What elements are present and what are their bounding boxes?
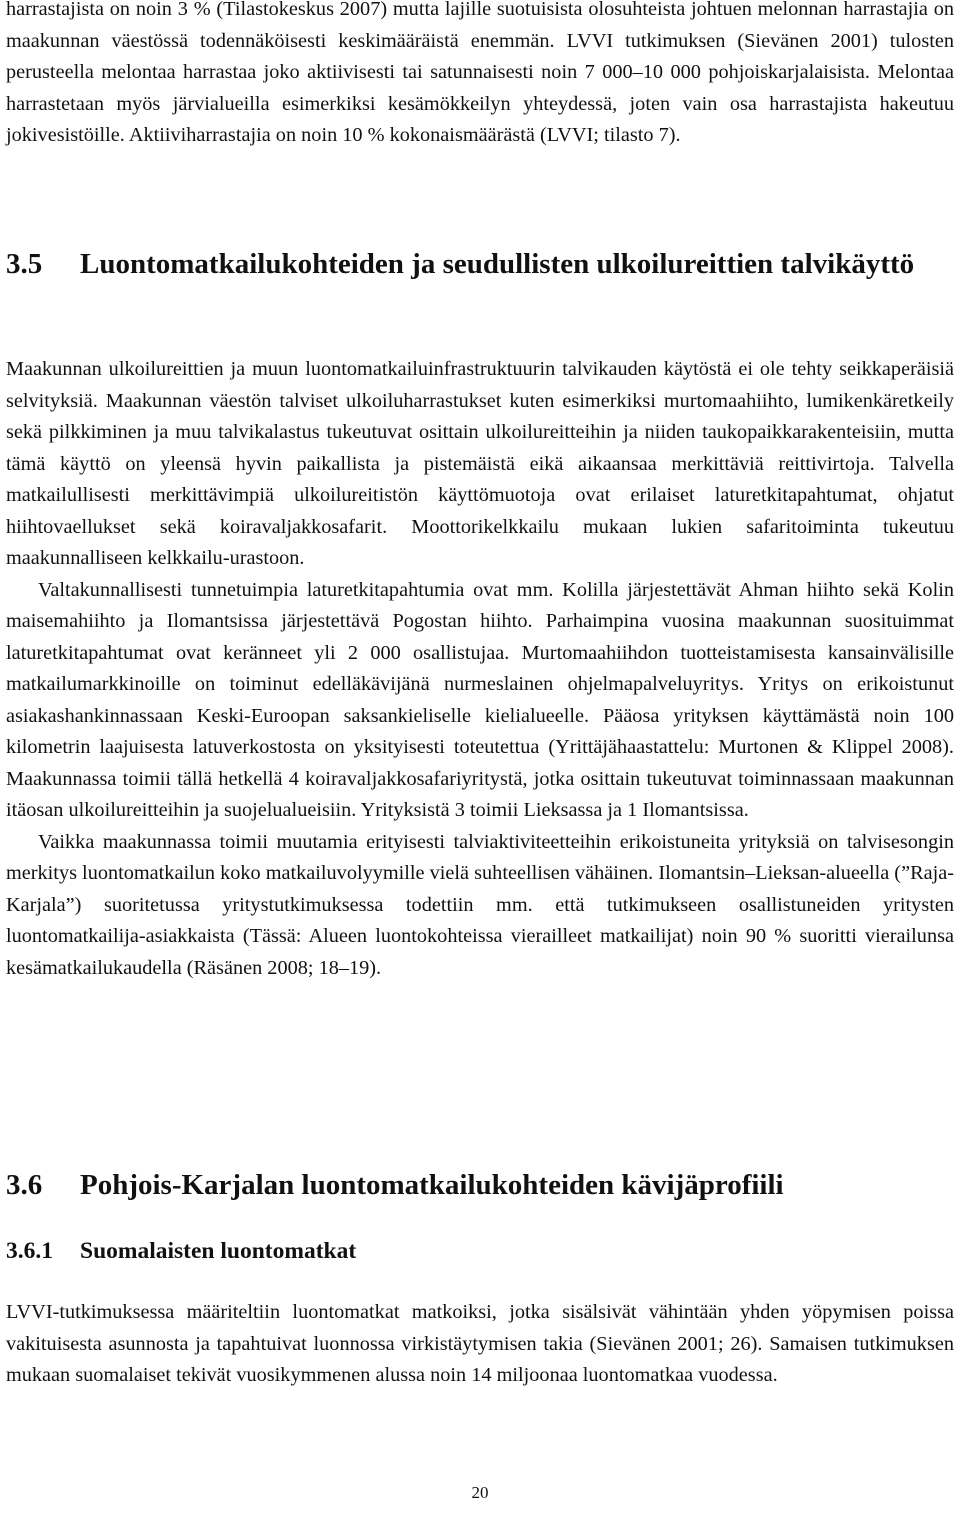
section-number: 3.5: [6, 248, 43, 280]
section-title: Pohjois-Karjalan luontomatkailukohteiden kävijäprofiili: [80, 1169, 784, 1201]
page-number: 20: [471, 1483, 489, 1502]
body-paragraph: Valtakunnallisesti tunnetuimpia laturetkitapahtumia ovat mm. Kolilla järjestettävät Ahman hiihto sekä Kolin maisemahiihto ja Ilomantsissa järjestettävä Pogostan hiihto. Parhaimpina vuosina maakunnan suosituimmat laturetkitapahtumat ovat keränneet yli 2 000 osallistujaa. Murtomaahiihdon tuotteistamisesta kansainvälisille matkailumarkkinoille on toiminut edelläkävijänä nurmeslainen ohjelmapalveluyritys. Yritys on erikoistunut asiakashankinnassaan Keski-Euroopan saksankieliselle kielialueelle. Pääosa yrityksen käyttämästä noin 100 kilometrin laajuisesta latuverkostosta on yksityisesti toteutettua (Yrittäjähaastattelu: Murtonen & Klippel 2008). Maakunnassa toimii tällä hetkellä 4 koiravaljakkosafariyritystä, jotka osittain tukeutuvat toiminnassaan maakunnan itäosan ulkoilureitteihin ja suojelualueisiin. Yrityksistä 3 toimii Lieksassa ja 1 Ilomantsissa.: [6, 578, 954, 821]
body-paragraph: Maakunnan ulkoilureittien ja muun luontomatkailuinfrastruktuurin talvikauden käytöstä ei ole tehty seikkaperäisiä selvityksiä. Maakunnan väestön talviset ulkoiluharrastukset kuten esimerkiksi murtomaahiihto, lumikenkäretkeily sekä pilkkiminen ja muu talvikalastus tukeutuvat osittain ulkoilureitteihin ja niiden taukopaikkarakenteisiin, mutta tämä käyttö on yleensä hyvin paikallista ja pistemäistä eikä aikaansaa merkittäviä reittivirtoja. Talvella matkailullisesti merkittävimpiä ulkoilureitistön käyttömuotoja ovat erilaiset laturetkitapahtumat, ohjatut hiihtovaellukset sekä koiravaljakkosafarit. Moottorikelkkailu mukaan lukien safaritoiminta tukeutuu maakunnalliseen kelkkailu-urastoon.: [6, 358, 954, 569]
body-paragraph: LVVI-tutkimuksessa määriteltiin luontomatkat matkoiksi, jotka sisälsivät vähintään yhden yöpymisen poissa vakituisesta asunnosta ja tapahtuivat luonnossa virkistäytymisen takia (Sievänen 2001; 26). Samaisen tutkimuksen mukaan suomalaiset tekivät vuosikymmenen alussa noin 14 miljoonaa luontomatkaa vuodessa.: [6, 1301, 954, 1386]
section-title: Luontomatkailukohteiden ja seudullisten ulkoilureittien talvikäyttö: [80, 248, 915, 280]
section-3-6-1-body: [6, 1297, 954, 1392]
subsection-title: Suomalaisten luontomatkat: [80, 1238, 357, 1264]
section-number: 3.6: [6, 1169, 43, 1201]
section-heading-3-5: [6, 243, 954, 285]
body-paragraph: Vaikka maakunnassa toimii muutamia erityisesti talviaktiviteetteihin erikoistuneita yrityksiä on talvisesongin merkitys luontomatkailun koko matkailuvolyymille vielä suhteellisen vähäinen. Ilomantsin–Lieksan-alueella (”Raja-Karjala”) suoritetussa yritystutkimuksessa todettiin mm. että tutkimukseen osallistuneiden yritysten luontomatkailija-asiakkaista (Tässä: Alueen luontokohteissa vierailleet matkailijat) noin 90 % suoritti vierailunsa kesämatkailukaudella (Räsänen 2008; 18–19).: [6, 830, 954, 979]
subsection-number: 3.6.1: [6, 1238, 53, 1264]
subsection-heading-3-6-1: [6, 1234, 954, 1268]
section-heading-3-6: [6, 1164, 954, 1206]
section-3-5-body: [6, 354, 954, 984]
intro-paragraph: harrastajista on noin 3 % (Tilastokeskus 2007) mutta lajille suotuisista olosuhteista johtuen melonnan harrastajia on maakunnan väestössä todennäköisesti keskimääräistä enemmän. LVVI tutkimuksen (Sievänen 2001) tulosten perusteella melontaa harrastaa joko aktiivisesti tai satunnaisesti noin 7 000–10 000 pohjoiskarjalaisista. Melontaa harrastetaan myös järvialueilla esimerkiksi kesämökkeilyn yhteydessä, joten vain osa harrastajista hakeutuu jokivesistöille. Aktiiviharrastajia on noin 10 % kokonaismäärästä (LVVI; tilasto 7).: [6, 0, 954, 146]
